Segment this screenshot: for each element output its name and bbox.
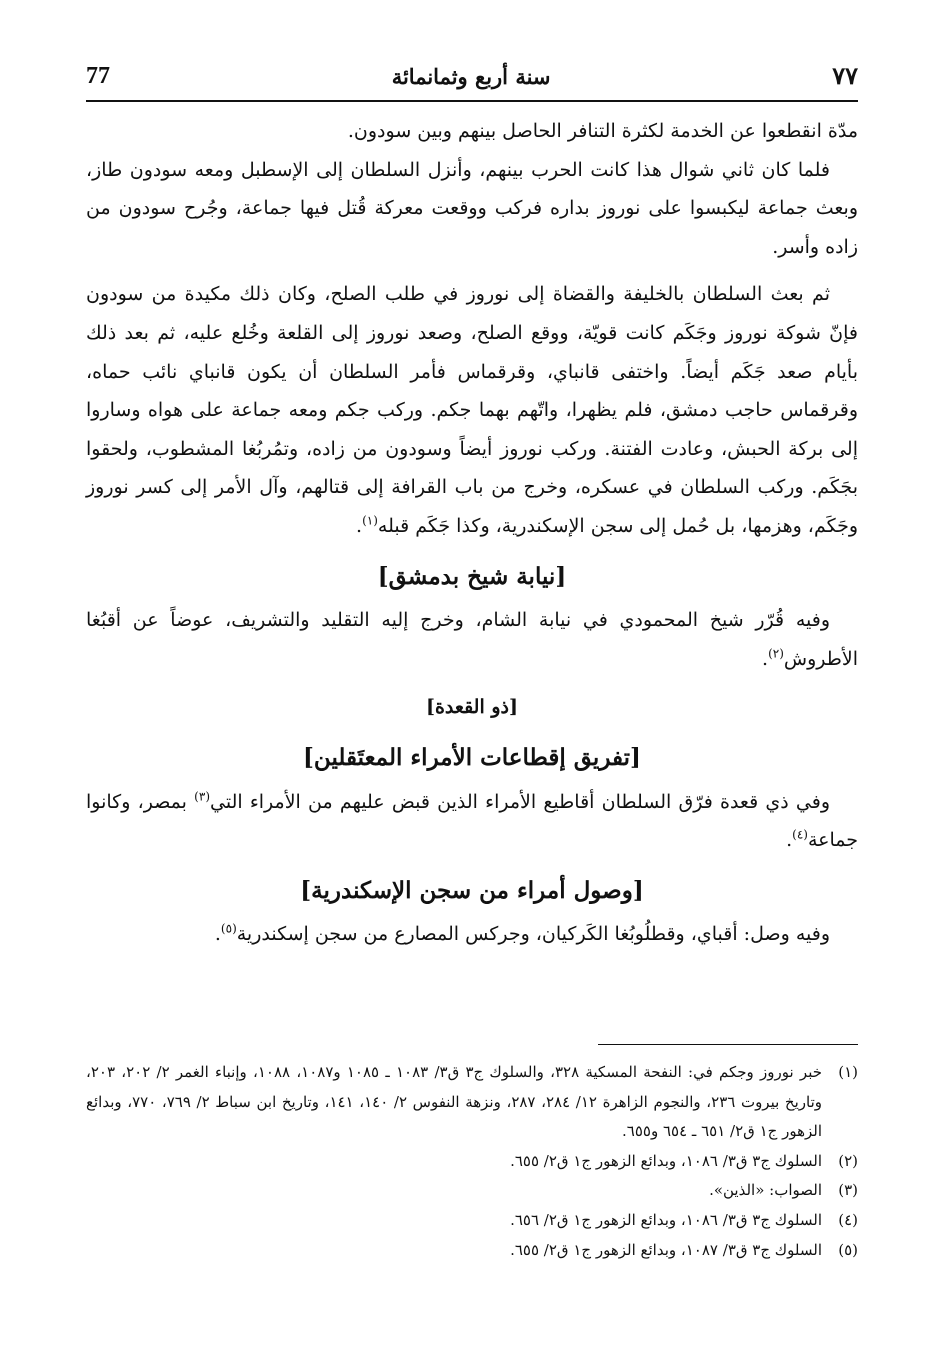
footnote-ref-3[interactable]: (٣) <box>194 789 210 804</box>
paragraph-end: . <box>214 923 221 946</box>
paragraph-shaykh-appointment <box>86 601 858 678</box>
footnote-text: السلوك ج٣ ق٣/ ١٠٨٧، وبدائع الزهور ج١ ق٢/ ٦٥٥. <box>510 1240 822 1259</box>
footnote-ref-1[interactable]: (١) <box>362 513 378 528</box>
main-text <box>86 112 858 954</box>
paragraph-end: . <box>356 514 363 537</box>
footnote-number: (١) <box>838 1063 858 1081</box>
paragraph-text: وفيه وصل: أقباي، وقطلُوبُغا الكَركيان، وجركس المصارع من سجن إسكندرية <box>236 923 830 946</box>
paragraph-iqta <box>86 783 858 860</box>
page-number-arabic: ٧٧ <box>832 63 858 90</box>
section-heading-shaykh-damascus: [نيابة شيخ بدمشق] <box>377 562 567 590</box>
footnote-text: السلوك ج٣ ق٣/ ١٠٨٦، وبدائع الزهور ج١ ق٢/ ٦٥٥. <box>510 1151 822 1170</box>
paragraph-peace-and-sedition <box>86 275 858 545</box>
footnote-number: (٢) <box>838 1151 858 1170</box>
paragraph-continuation: مدّة انقطعوا عن الخدمة لكثرة التنافر الحاصل بينهم وبين سودون. <box>347 120 858 142</box>
month-heading: [ذو القعدة] <box>425 696 518 719</box>
footnote <box>86 1058 858 1147</box>
footnote-ref-2[interactable]: (٢) <box>768 646 784 661</box>
footnote-ref-4[interactable]: (٤) <box>792 827 808 842</box>
paragraph-shawwal-battle: فلما كان ثاني شوال هذا كانت الحرب بينهم، وأنزل السلطان إلى الإسطبل ومعه سودون طاز، وبعث جماعة ليكبسوا على نوروز بداره فركب ووقعت معركة قُتل فيها جماعة، وجُرح سودون من زاده وأسر. <box>86 158 858 258</box>
footnote-text: السلوك ج٣ ق٣/ ١٠٨٦، وبدائع الزهور ج١ ق٢/ ٦٥٦. <box>510 1210 822 1229</box>
paragraph-alexandria <box>86 915 858 954</box>
footnotes <box>86 1058 858 1265</box>
paragraph-text: بمصر، وكانوا جماعة <box>86 790 858 852</box>
paragraph-end: . <box>786 829 793 852</box>
footnote-number: (٥) <box>838 1240 858 1259</box>
paragraph-text: وفيه قُرّر شيخ المحمودي في نيابة الشام، وخرج إليه التقليد والتشريف، عوضاً عن أقبُغا الأطروش <box>86 609 858 670</box>
footnote <box>86 1176 858 1206</box>
footnote-ref-5[interactable]: (٥) <box>220 921 237 936</box>
footnote-text: خبر نوروز وجكم في: النفحة المسكية ٣٢٨، والسلوك ج٣ ق٣/ ١٠٨٣ ـ ١٠٨٥ و١٠٨٧، ١٠٨٨، وإنباء الغمر ٢/ ٢٠٢، ٢٠٣، وتاريخ بيروت ٢٣٦، والنجوم الزاهرة ١٢/ ٢٨٤، ٢٨٧، ونزهة النفوس ٢/ ١٤٠، ١٤١، وتاريخ ابن سباط ٢/ ٧٦٩، ٧٧٠، وبدائع الزهور ج١ ق٢/ ٦٥١ ـ ٦٥٤ و٦٥٥. <box>86 1063 823 1141</box>
section-heading-alexandria-release: [وصول أمراء من سجن الإسكندرية] <box>300 876 644 904</box>
section-heading-iqta-distribution: [تفريق إقطاعات الأمراء المعتَقلين] <box>303 743 641 771</box>
footnote <box>86 1236 858 1266</box>
footnote <box>86 1206 858 1236</box>
paragraph-text: وفي ذي قعدة فرّق السلطان أقاطيع الأمراء الذين قبض عليهم من الأمراء التي <box>210 790 830 813</box>
footnote-text: الصواب: «الذين». <box>709 1181 822 1200</box>
paragraph-text: ثم بعث السلطان بالخليفة والقضاة إلى نوروز في طلب الصلح، وكان ذلك مكيدة من سودون فإنّ شوكة نوروز وجَكَم كانت قويّة، ووقع الصلح، وصعد نوروز إلى القلعة وخُلع عليه، ثم بعد ذلك بأيام صعد جَكَم أيضاً. واختفى قانباي، وقرقماس فأمر السلطان أن يكون قانباي نائب حماه، وقرقماس حاجب دمشق، فلم يظهرا، واتّهم بهما جكم. وركب جكم ومعه جماعة على هواه وساروا إلى بركة الحبش، وعادت الفتنة. وركب نوروز أيضاً وسودون من زاده، وتمُربُغا المشطوب، ولحقوا بجَكَم. وركب السلطان في عسكره، وخرج من باب القرافة إلى قتالهم، وآل الأمر إلى كسر نوروز وجَكَم، وهزمها، بل حُمل إلى سجن الإسكندرية، وكذا جَكَم قبله <box>86 283 858 537</box>
footnote-number: (٤) <box>838 1210 858 1229</box>
paragraph-end: . <box>762 647 769 670</box>
header-rule <box>86 100 858 102</box>
page-number-latin: 77 <box>86 62 110 89</box>
running-header <box>86 58 858 94</box>
footnote-separator <box>598 1044 858 1045</box>
footnote <box>86 1147 858 1177</box>
footnote-number: (٣) <box>838 1181 858 1200</box>
running-title: سنة أربع وثمانمائة <box>391 63 551 89</box>
